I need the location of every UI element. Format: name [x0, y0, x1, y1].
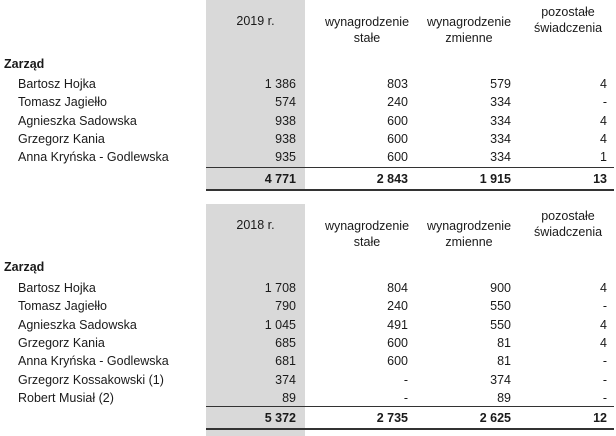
total-c2: 2 843 — [376, 172, 408, 186]
person-name: Bartosz Hojka — [18, 281, 96, 295]
value-c2: 600 — [387, 150, 408, 165]
total-row — [0, 170, 616, 188]
value-c1: 1 386 — [264, 77, 296, 91]
total-row — [0, 409, 616, 427]
total-line-top — [206, 167, 614, 168]
value-c2: 491 — [387, 317, 408, 332]
table-row — [0, 130, 616, 148]
table-row — [0, 334, 616, 352]
table-row — [0, 371, 616, 389]
person-name: Robert Musiał (2) — [18, 390, 114, 405]
value-c2: - — [403, 390, 408, 405]
header-c3-line: wynagrodzenie — [426, 15, 512, 29]
value-c3: 900 — [490, 281, 511, 295]
person-name: Grzegorz Kossakowski (1) — [18, 372, 164, 387]
total-c2: 2 735 — [376, 411, 408, 425]
header-c2 — [318, 218, 416, 250]
value-c1: 685 — [275, 335, 296, 350]
value-c4: 4 — [600, 317, 607, 332]
total-c3: 2 625 — [479, 411, 511, 425]
total-c4: 13 — [593, 172, 607, 186]
person-name: Agnieszka Sadowska — [18, 317, 137, 332]
table-row — [0, 352, 616, 370]
person-name: Anna Kryńska - Godlewska — [18, 354, 169, 369]
value-c1: 681 — [275, 354, 296, 369]
value-c3: 550 — [490, 317, 511, 332]
header-c4-line: pozostałe — [541, 209, 595, 223]
table-row — [0, 389, 616, 407]
value-c3: 81 — [497, 354, 511, 369]
table-row — [0, 279, 616, 297]
table-row — [0, 93, 616, 111]
table-row — [0, 316, 616, 334]
value-c1: 938 — [275, 113, 296, 128]
header-c4-line: pozostałe — [541, 5, 595, 19]
value-c1: 938 — [275, 131, 296, 146]
total-c1: 4 771 — [264, 172, 296, 186]
value-c1: 1 045 — [264, 317, 296, 332]
value-c4: 4 — [600, 335, 607, 350]
total-line-bottom — [206, 189, 614, 191]
person-name: Tomasz Jagiełło — [18, 299, 107, 314]
value-c3: 334 — [490, 150, 511, 165]
header-c4-line: świadczenia — [533, 21, 603, 35]
value-c3: 579 — [490, 77, 511, 91]
person-name: Bartosz Hojka — [18, 77, 96, 91]
total-c4: 12 — [593, 411, 607, 425]
header-c3-line: wynagrodzenie — [426, 219, 512, 233]
value-c3: 374 — [490, 372, 511, 387]
value-c3: 334 — [490, 131, 511, 146]
header-c2 — [318, 14, 416, 46]
header-c3 — [420, 14, 518, 46]
table-row — [0, 112, 616, 130]
total-c1: 5 372 — [264, 411, 296, 425]
value-c1: 790 — [275, 299, 296, 314]
value-c1: 574 — [275, 95, 296, 110]
value-c1: 1 708 — [264, 281, 296, 295]
header-c2-line: wynagrodzenie — [324, 219, 410, 233]
value-c4: - — [602, 354, 607, 369]
section-label: Zarząd — [4, 260, 45, 274]
value-c2: 600 — [387, 335, 408, 350]
total-c3: 1 915 — [479, 172, 511, 186]
person-name: Anna Kryńska - Godlewska — [18, 150, 169, 165]
value-c4: - — [602, 95, 607, 110]
header-c3-line: zmienne — [445, 235, 493, 249]
header-c3 — [420, 218, 518, 250]
total-line-bottom — [206, 428, 614, 430]
value-c4: 4 — [600, 281, 607, 295]
header-c4-line: świadczenia — [533, 225, 603, 239]
value-c2: 600 — [387, 354, 408, 369]
table-row — [0, 297, 616, 315]
person-name: Grzegorz Kania — [18, 131, 105, 146]
value-c2: 804 — [387, 281, 408, 295]
value-c2: 240 — [387, 95, 408, 110]
value-c1: 89 — [282, 390, 296, 405]
header-c2-line: stałe — [353, 235, 381, 249]
value-c2: 600 — [387, 113, 408, 128]
person-name: Grzegorz Kania — [18, 335, 105, 350]
header-c4 — [528, 208, 608, 240]
table-row — [0, 75, 616, 93]
value-c4: - — [602, 390, 607, 405]
value-c4: 1 — [600, 150, 607, 165]
person-name: Agnieszka Sadowska — [18, 113, 137, 128]
person-name: Tomasz Jagiełło — [18, 95, 107, 110]
total-line-top — [206, 406, 614, 407]
year-header: 2018 r. — [236, 218, 275, 232]
value-c3: 334 — [490, 95, 511, 110]
section-label: Zarząd — [4, 57, 45, 71]
value-c4: - — [602, 372, 607, 387]
header-c3-line: zmienne — [445, 31, 493, 45]
value-c4: - — [602, 299, 607, 314]
value-c4: 4 — [600, 113, 607, 128]
value-c4: 4 — [600, 131, 607, 146]
header-c4 — [528, 4, 608, 36]
value-c3: 334 — [490, 113, 511, 128]
value-c2: 600 — [387, 131, 408, 146]
value-c3: 89 — [497, 390, 511, 405]
header-c2-line: wynagrodzenie — [324, 15, 410, 29]
value-c1: 935 — [275, 150, 296, 165]
value-c2: 240 — [387, 299, 408, 314]
table-row — [0, 148, 616, 166]
value-c3: 81 — [497, 335, 511, 350]
header-c2-line: stałe — [353, 31, 381, 45]
value-c3: 550 — [490, 299, 511, 314]
value-c2: 803 — [387, 77, 408, 91]
value-c1: 374 — [275, 372, 296, 387]
year-header: 2019 r. — [236, 14, 275, 28]
value-c2: - — [403, 372, 408, 387]
value-c4: 4 — [600, 77, 607, 91]
